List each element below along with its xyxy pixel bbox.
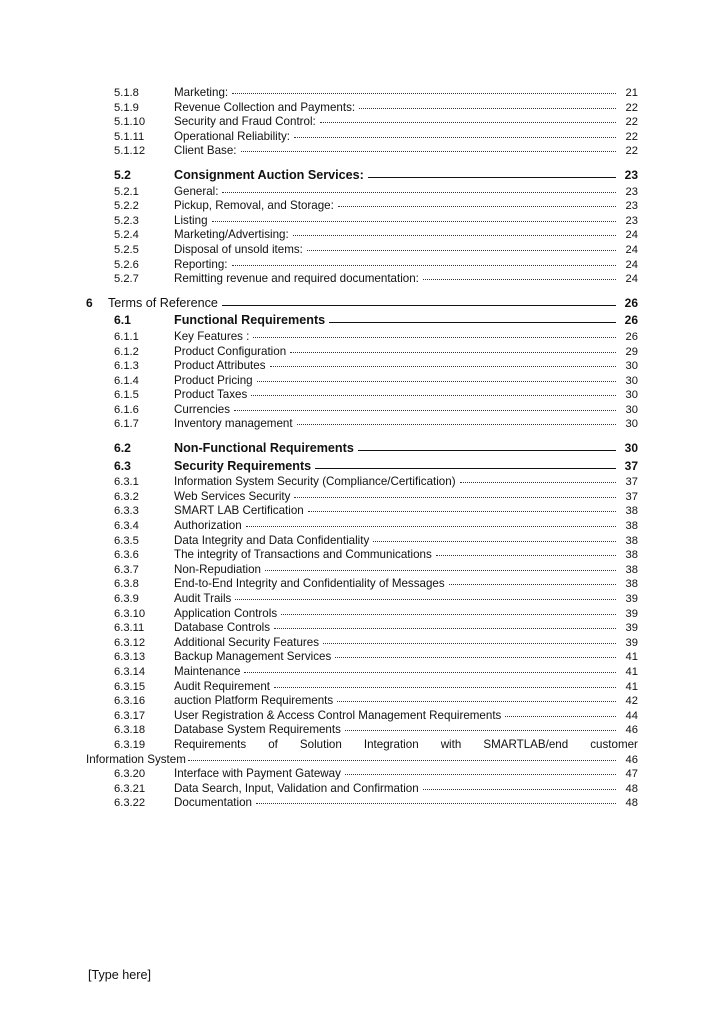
dot-leader — [274, 627, 616, 629]
dot-leader — [373, 540, 616, 542]
toc-entry-title: Product Configuration — [174, 344, 287, 358]
toc-entry-number: 5.2.3 — [114, 214, 139, 227]
dot-leader — [257, 380, 616, 382]
toc-entry[interactable] — [86, 519, 638, 534]
toc-entry-page-number: 38 — [625, 563, 638, 576]
toc-entry-title: Security and Fraud Control: — [174, 115, 316, 129]
toc-entry-title: The integrity of Transactions and Communications — [174, 548, 432, 562]
dot-leader — [232, 92, 616, 94]
toc-entry[interactable] — [86, 636, 638, 651]
toc-entry-page-number: 23 — [624, 167, 638, 182]
dot-leader — [323, 642, 616, 644]
toc-entry-title: auction Platform Requirements — [174, 694, 334, 708]
dot-leader — [297, 423, 616, 425]
toc-entry-title: Data Search, Input, Validation and Confirmation — [174, 781, 419, 795]
dot-leader — [337, 700, 616, 702]
toc-entry-title: End-to-End Integrity and Confidentiality of Messages — [174, 577, 445, 591]
toc-entry[interactable] — [86, 258, 638, 273]
toc-entry[interactable] — [86, 504, 638, 519]
toc-entry[interactable] — [86, 621, 638, 636]
toc-entry-title: Data Integrity and Data Confidentiality — [174, 533, 370, 547]
toc-entry-page-number: 39 — [625, 593, 638, 605]
toc-entry[interactable] — [86, 796, 638, 811]
toc-entry-page-number: 26 — [624, 313, 638, 328]
toc-entry-number: 6.3.12 — [114, 636, 146, 649]
toc-entry-title: Operational Reliability: — [174, 129, 290, 143]
toc-entry-number: 5.2.6 — [114, 258, 139, 271]
toc-entry-number: 6.1.7 — [114, 418, 139, 431]
toc-entry-title: Maintenance — [174, 664, 241, 678]
toc-entry-page-number: 39 — [625, 636, 638, 649]
dot-leader — [338, 205, 616, 207]
toc-entry-page-number: 24 — [625, 273, 638, 286]
toc-entry-title-word: Requirements — [174, 737, 247, 751]
toc-entry[interactable] — [86, 199, 638, 214]
dot-leader — [320, 121, 616, 123]
toc-entry-title: Non-Functional Requirements — [174, 441, 354, 456]
dot-leader — [307, 249, 616, 251]
toc-section-heading[interactable] — [86, 167, 638, 185]
toc-entry-title: Marketing/Advertising: — [174, 228, 289, 242]
toc-entry[interactable] — [86, 101, 638, 116]
toc-entry[interactable] — [86, 228, 638, 243]
toc-entry-page-number: 30 — [625, 418, 638, 431]
toc-entry-number: 6.3 — [114, 458, 131, 473]
toc-entry-page-number: 38 — [625, 578, 638, 591]
toc-entry-number: 5.2.4 — [114, 229, 139, 242]
toc-entry-number: 5.1.12 — [114, 145, 146, 158]
toc-entry-page-number: 46 — [625, 753, 638, 766]
dot-leader — [232, 264, 617, 266]
toc-entry[interactable] — [86, 694, 638, 709]
toc-entry-number: 6.3.21 — [114, 782, 146, 795]
toc-entry-page-number: 38 — [625, 505, 638, 518]
toc-entry-page-number: 23 — [625, 200, 638, 213]
toc-entry-number: 5.1.8 — [114, 87, 139, 99]
toc-entry-title: Security Requirements — [174, 458, 312, 473]
toc-entry-page-number: 48 — [625, 782, 638, 795]
toc-entry-title: Functional Requirements — [174, 313, 326, 328]
toc-entry-page-number: 30 — [624, 441, 638, 456]
dot-leader — [241, 150, 616, 152]
toc-entry-number: 6.3.16 — [114, 695, 146, 708]
dot-leader — [335, 656, 616, 658]
toc-entry-title: Revenue Collection and Payments: — [174, 100, 356, 114]
toc-entry-page-number: 37 — [624, 458, 638, 473]
toc-entry[interactable] — [86, 723, 638, 738]
toc-entry-page-number: 39 — [625, 622, 638, 635]
dot-leader — [222, 191, 616, 193]
toc-entry-number: 6.1 — [114, 313, 131, 328]
toc-entry-title-word: Integration — [363, 737, 419, 751]
dot-leader — [345, 773, 616, 775]
toc-entry-number: 6.3.13 — [114, 651, 146, 664]
dot-leader — [274, 686, 616, 688]
dot-leader — [212, 220, 616, 222]
toc-entry[interactable] — [86, 607, 638, 622]
toc-entry-number: 6.1.3 — [114, 360, 139, 373]
toc-entry-number: 6.3.9 — [114, 593, 139, 605]
toc-entry-title: Product Attributes — [174, 359, 266, 373]
toc-entry-page-number: 38 — [625, 520, 638, 533]
toc-entry[interactable] — [86, 548, 638, 563]
toc-entry-number: 6.3.19 — [114, 738, 146, 751]
toc-entry-number: 5.2.7 — [114, 273, 139, 286]
toc-entry[interactable] — [86, 738, 638, 767]
line-leader — [329, 321, 616, 323]
dot-leader — [423, 788, 616, 790]
toc-entry[interactable] — [86, 417, 638, 432]
toc-entry-title: Application Controls — [174, 606, 278, 620]
toc-entry-title: Currencies — [174, 402, 231, 416]
toc-entry-title: Terms of Reference — [108, 295, 218, 310]
toc-entry[interactable] — [86, 490, 638, 505]
toc-entry[interactable] — [86, 359, 638, 374]
toc-section-heading[interactable] — [86, 440, 638, 458]
toc-entry-page-number: 23 — [625, 214, 638, 227]
toc-entry-title: Product Taxes — [174, 388, 248, 402]
toc-entry-title-continued: Information System — [86, 752, 186, 766]
toc-entry-number: 5.1.10 — [114, 116, 146, 129]
dot-leader — [188, 759, 616, 761]
toc-entry-number: 6.1.6 — [114, 403, 139, 416]
toc-entry-number: 6.3.18 — [114, 724, 146, 737]
toc-entry-page-number: 44 — [625, 709, 638, 722]
toc-entry[interactable] — [86, 144, 638, 159]
toc-entry-page-number: 39 — [625, 607, 638, 620]
dot-leader — [294, 136, 616, 138]
toc-entry-number: 6.3.22 — [114, 797, 146, 810]
toc-entry-number: 5.1.9 — [114, 101, 139, 114]
toc-section-heading[interactable] — [86, 312, 638, 330]
dot-leader — [308, 510, 616, 512]
toc-entry-number: 5.2 — [114, 167, 131, 182]
toc-entry-title: Documentation — [174, 796, 252, 810]
toc-entry-number: 6.1.2 — [114, 345, 139, 358]
toc-entry-page-number: 26 — [624, 295, 638, 310]
toc-entry[interactable] — [86, 563, 638, 578]
toc-entry-page-number: 22 — [625, 130, 638, 143]
toc-entry-title: Listing — [174, 213, 208, 227]
toc-entry-title: Additional Security Features — [174, 635, 319, 649]
toc-entry-number: 6.3.2 — [114, 490, 139, 503]
toc-entry-number: 6.1.5 — [114, 389, 139, 402]
dot-leader — [251, 394, 616, 396]
toc-entry-number: 5.2.1 — [114, 185, 139, 198]
dot-leader — [293, 234, 616, 236]
line-leader — [315, 467, 616, 469]
toc-entry-page-number: 30 — [625, 374, 638, 387]
toc-entry[interactable] — [86, 243, 638, 258]
toc-entry-title: Client Base: — [174, 144, 237, 158]
toc-entry-title-word: Solution — [299, 737, 342, 751]
toc-entry-title: Backup Management Services — [174, 650, 332, 664]
toc-entry[interactable] — [86, 185, 638, 200]
toc-entry[interactable] — [86, 403, 638, 418]
dot-leader — [244, 671, 616, 673]
dot-leader — [256, 802, 616, 804]
dot-leader — [449, 583, 616, 585]
toc-entry-page-number: 48 — [625, 797, 638, 810]
toc-entry[interactable] — [86, 665, 638, 680]
toc-entry-title: Authorization — [174, 519, 242, 533]
dot-leader — [246, 525, 616, 527]
toc-entry-title: Consignment Auction Services: — [174, 167, 364, 182]
dot-leader — [505, 715, 616, 717]
toc-entry-title: Information System Security (Compliance/Certification) — [174, 475, 456, 489]
dot-leader — [294, 496, 616, 498]
toc-entry-number: 6.3.1 — [114, 476, 139, 489]
toc-chapter-heading[interactable] — [86, 295, 638, 313]
toc-entry[interactable] — [86, 374, 638, 389]
toc-entry[interactable] — [86, 86, 638, 101]
dot-leader — [253, 336, 616, 338]
toc-entry-number: 6.1.4 — [114, 374, 139, 387]
toc-entry[interactable] — [86, 272, 638, 287]
toc-entry[interactable] — [86, 782, 638, 797]
toc-entry-title: Web Services Security — [174, 489, 291, 503]
toc-entry-title: Disposal of unsold items: — [174, 242, 303, 256]
toc-entry-number: 6.2 — [114, 441, 131, 456]
dot-leader — [234, 409, 616, 411]
toc-entry-page-number: 29 — [625, 345, 638, 358]
toc-entry-title: Database System Requirements — [174, 723, 341, 737]
dot-leader — [235, 598, 616, 600]
toc-entry-number: 6.3.15 — [114, 680, 146, 693]
toc-entry-page-number: 42 — [625, 695, 638, 708]
toc-entry[interactable] — [86, 115, 638, 130]
toc-entry-title-word: SMARTLAB/end — [483, 737, 569, 751]
toc-entry[interactable] — [86, 592, 638, 607]
toc-entry-page-number: 21 — [625, 87, 638, 99]
toc-entry[interactable] — [86, 577, 638, 592]
toc-entry-number: 6.3.4 — [114, 520, 139, 533]
toc-entry[interactable] — [86, 475, 638, 490]
toc-entry-page-number: 24 — [625, 229, 638, 242]
toc-entry-title — [174, 738, 638, 753]
toc-entry-number: 6.1.1 — [114, 330, 139, 343]
toc-entry-title: Non-Repudiation — [174, 562, 262, 576]
dot-leader — [290, 351, 616, 353]
toc-entry-number: 6 — [86, 295, 93, 310]
toc-entry[interactable] — [86, 709, 638, 724]
toc-entry-title: Pickup, Removal, and Storage: — [174, 199, 334, 213]
dot-leader — [460, 481, 616, 483]
toc-entry-number: 6.3.20 — [114, 768, 146, 781]
toc-entry[interactable] — [86, 330, 638, 345]
toc-entry-title: Key Features : — [174, 329, 250, 343]
toc-entry-title: SMART LAB Certification — [174, 504, 304, 518]
toc-entry-number: 6.3.8 — [114, 578, 139, 591]
toc-entry-page-number: 37 — [625, 476, 638, 489]
toc-entry-page-number: 22 — [625, 145, 638, 158]
toc-entry-number: 6.3.3 — [114, 505, 139, 518]
toc-entry-page-number: 30 — [625, 389, 638, 402]
toc-entry-page-number: 30 — [625, 360, 638, 373]
table-of-contents — [86, 86, 638, 811]
toc-entry-title: Interface with Payment Gateway — [174, 767, 341, 781]
toc-entry-page-number: 47 — [625, 768, 638, 781]
toc-entry-page-number: 38 — [625, 534, 638, 547]
dot-leader — [423, 278, 616, 280]
toc-entry[interactable] — [86, 388, 638, 403]
toc-entry[interactable] — [86, 650, 638, 665]
toc-entry-page-number: 22 — [625, 116, 638, 129]
toc-entry-number: 6.3.10 — [114, 607, 146, 620]
toc-entry[interactable] — [86, 534, 638, 549]
toc-entry-page-number: 24 — [625, 243, 638, 256]
toc-entry-number: 5.2.2 — [114, 200, 139, 213]
toc-entry-title-word: with — [440, 737, 462, 751]
toc-entry-title: User Registration & Access Control Management Requirements — [174, 708, 502, 722]
toc-entry-page-number: 46 — [625, 724, 638, 737]
dot-leader — [265, 569, 616, 571]
toc-entry-page-number: 41 — [625, 680, 638, 693]
toc-section-heading[interactable] — [86, 458, 638, 476]
dot-leader — [436, 554, 616, 556]
toc-entry[interactable] — [86, 130, 638, 145]
dot-leader — [359, 107, 616, 109]
toc-entry-page-number: 41 — [625, 651, 638, 664]
toc-entry-page-number: 38 — [625, 549, 638, 562]
toc-entry-title-word: customer — [590, 737, 638, 751]
toc-entry-title: General: — [174, 184, 219, 198]
toc-entry-page-number: 26 — [625, 330, 638, 343]
dot-leader — [281, 613, 616, 615]
toc-entry-number: 6.3.7 — [114, 563, 139, 576]
dot-leader — [270, 365, 616, 367]
toc-entry-page-number: 24 — [625, 258, 638, 271]
toc-entry[interactable] — [86, 680, 638, 695]
line-leader — [222, 304, 616, 306]
dot-leader — [345, 729, 616, 731]
toc-entry-title: Audit Trails — [174, 592, 232, 605]
toc-entry-number: 6.3.14 — [114, 665, 146, 678]
line-leader — [358, 449, 616, 451]
toc-entry[interactable] — [86, 214, 638, 229]
toc-entry-title: Remitting revenue and required documentation: — [174, 272, 419, 286]
toc-entry-number: 5.1.11 — [114, 130, 145, 143]
toc-entry-number: 6.3.11 — [114, 622, 145, 635]
toc-entry-title: Product Pricing — [174, 373, 253, 387]
toc-entry-number: 5.2.5 — [114, 243, 139, 256]
toc-entry-title: Database Controls — [174, 621, 271, 635]
toc-entry-title-word: of — [268, 737, 278, 751]
toc-entry-number: 6.3.17 — [114, 709, 146, 722]
toc-entry-title: Reporting: — [174, 257, 228, 271]
toc-entry-page-number: 37 — [625, 490, 638, 503]
toc-entry-number: 6.3.6 — [114, 549, 139, 562]
toc-entry-number: 6.3.5 — [114, 534, 139, 547]
toc-entry-page-number: 41 — [625, 665, 638, 678]
toc-entry-page-number: 30 — [625, 403, 638, 416]
toc-entry-page-number: 23 — [625, 185, 638, 198]
toc-entry-page-number: 22 — [625, 101, 638, 114]
toc-entry-title: Audit Requirement — [174, 679, 271, 693]
line-leader — [368, 176, 616, 178]
toc-entry[interactable] — [86, 345, 638, 360]
toc-entry[interactable] — [86, 767, 638, 782]
toc-entry-title: Marketing: — [174, 86, 229, 99]
toc-entry-title: Inventory management — [174, 417, 293, 431]
page-footer: [Type here] — [88, 968, 152, 982]
